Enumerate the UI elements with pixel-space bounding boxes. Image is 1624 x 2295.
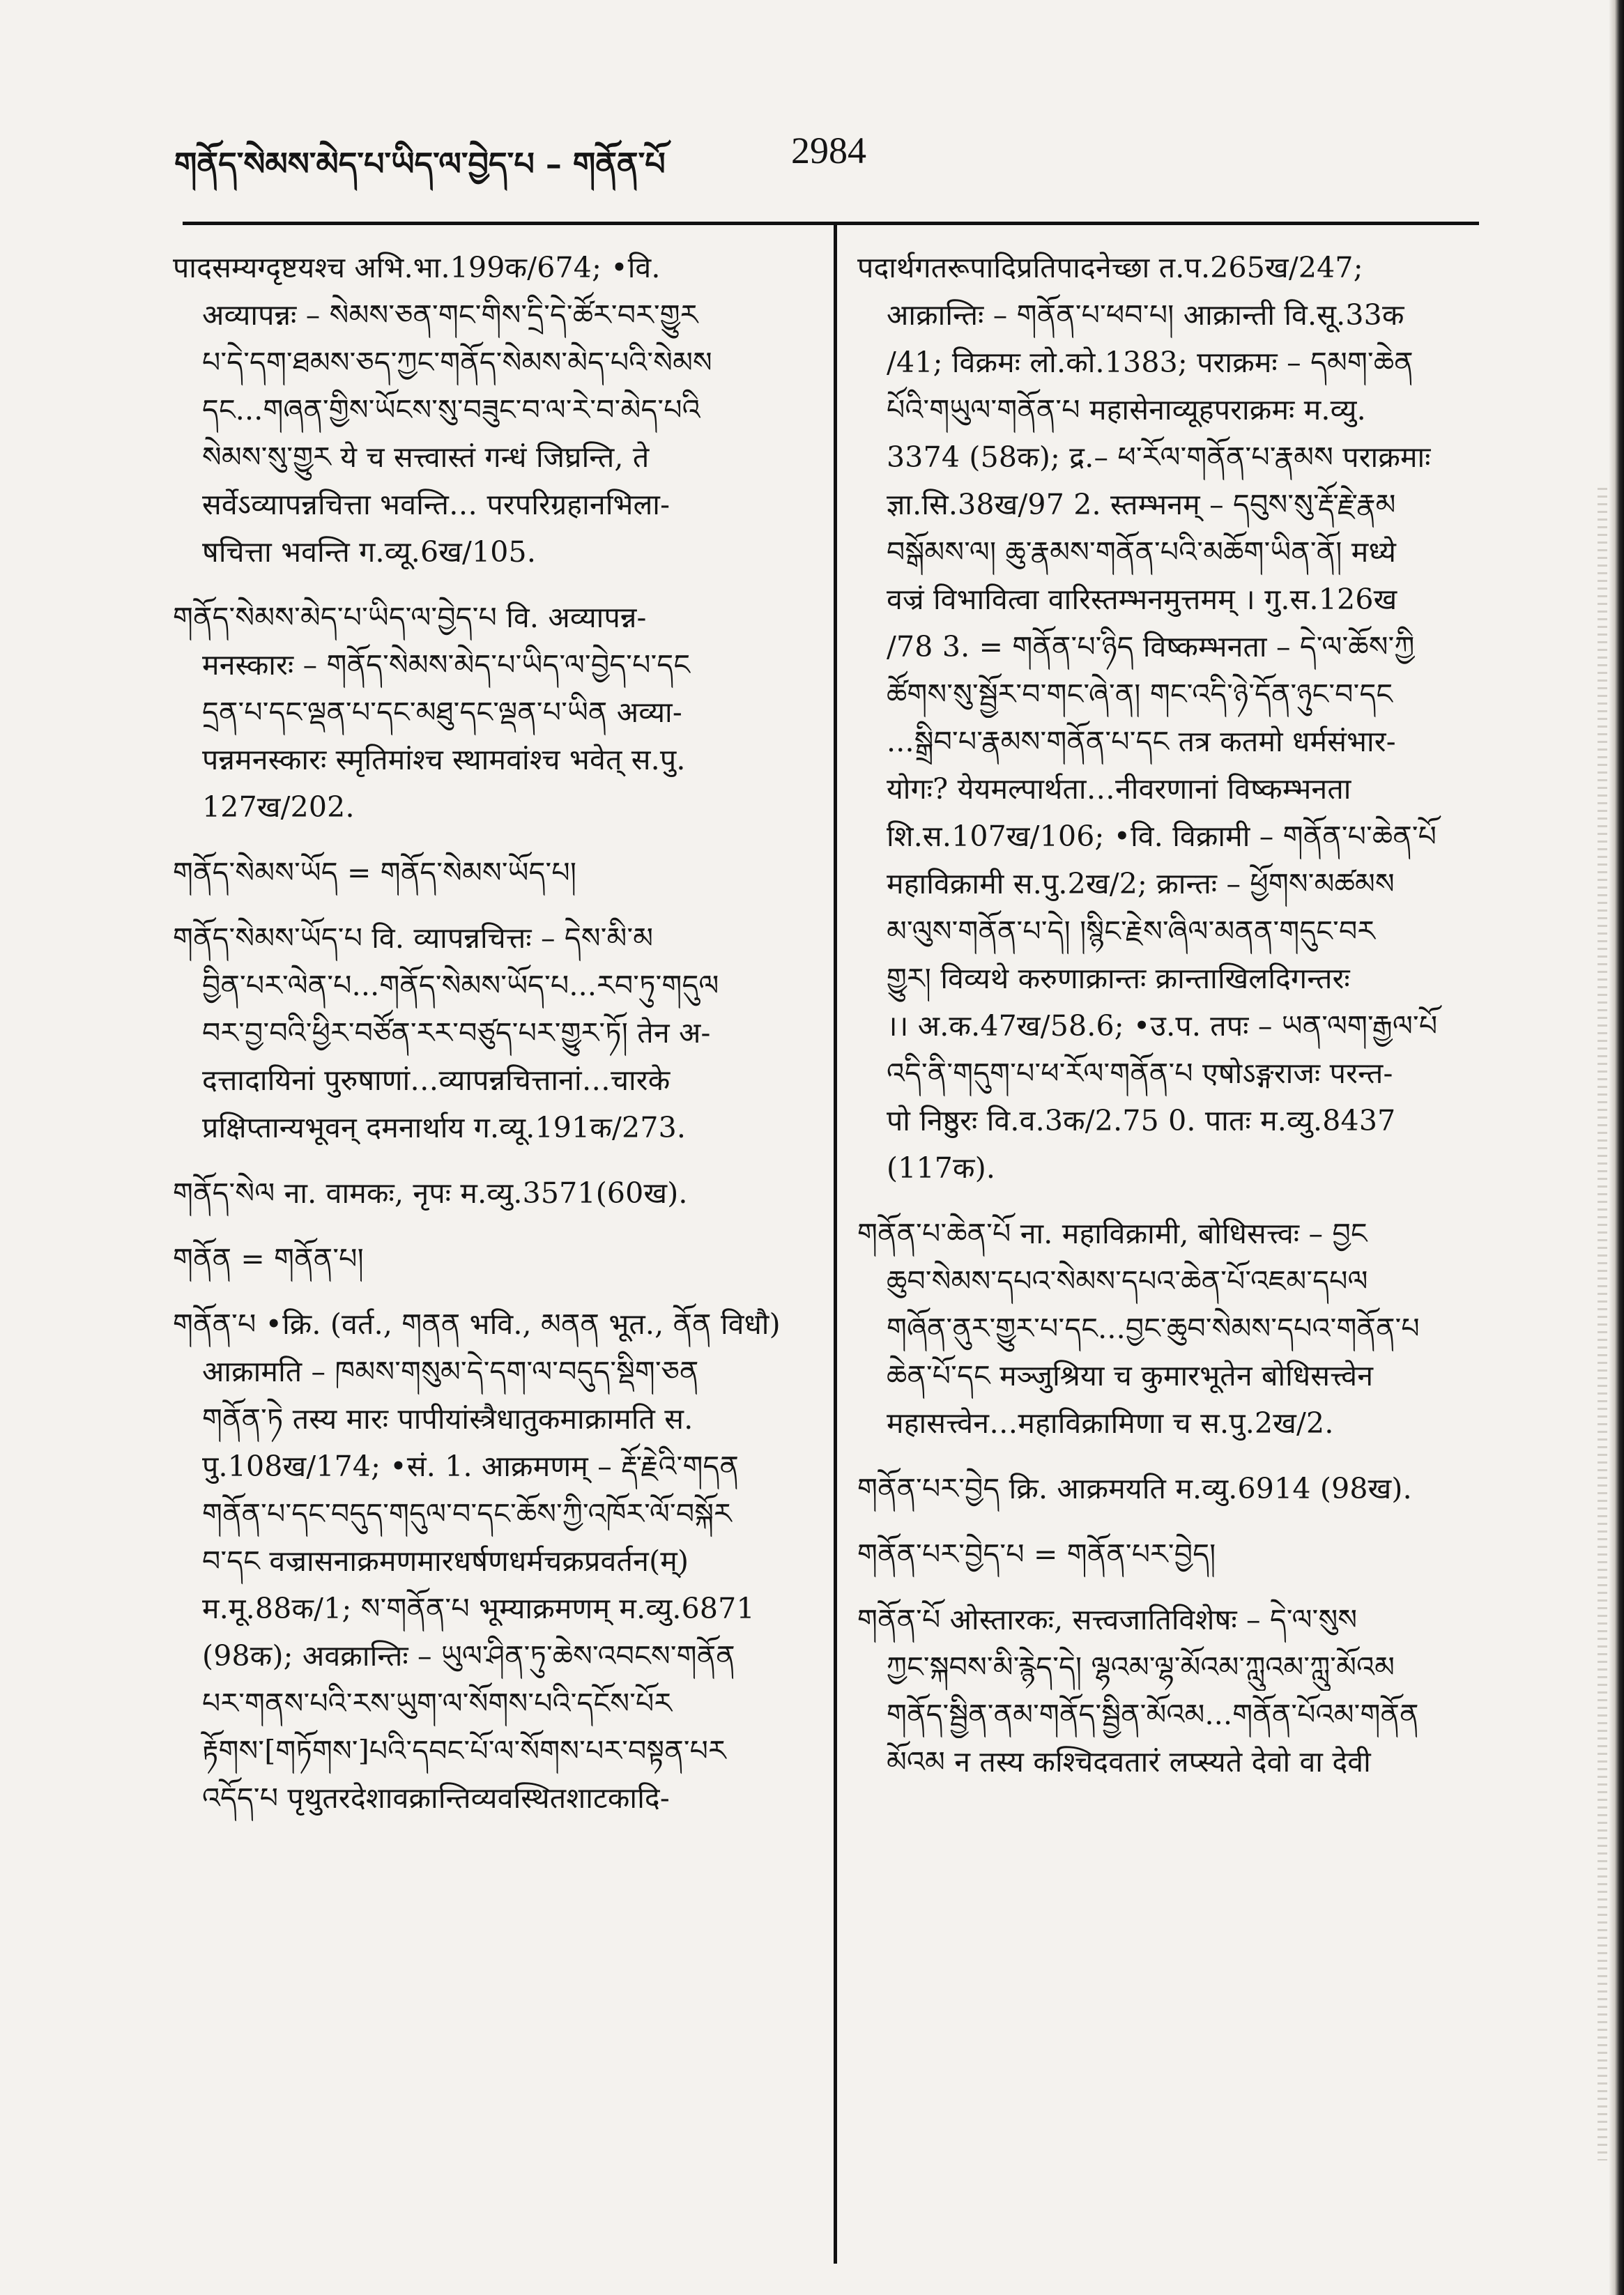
entry-text-line: महासत्त्वेन…महाविक्रामिणा च स.पु.2ख/2. xyxy=(887,1406,1334,1440)
entry-text-line: आक्रामति – ཁམས་གསུམ་དེ་དག་ལ་བདུད་སྡིག་ཅན xyxy=(202,1355,699,1388)
page-number: 2984 xyxy=(791,130,866,171)
dictionary-entry xyxy=(173,1300,804,1822)
column-divider xyxy=(834,222,837,2264)
dictionary-entry xyxy=(173,914,804,1151)
entry-text-line: /41; विक्रमः लो.को.1383; पराक्रमः – དམག་ཆེན xyxy=(887,346,1414,379)
entry-headword-line: पादसम्यग्दृष्टयश्च अभि.भा.199क/674; •वि. xyxy=(173,251,661,284)
entry-text-line: དང...གཞན་གྱིས་ཡོངས་སུ་བཟུང་བ་ལ་རེ་བ་མེད་པའི xyxy=(202,393,700,427)
right-column xyxy=(857,244,1488,1804)
entry-headword-line: གནོན = གནོན་པ། xyxy=(173,1242,364,1275)
entry-text-line: པོའི་གཡུལ་གནོན་པ महासेनाव्यूहपराक्रमः म.व्यु. xyxy=(887,393,1366,427)
entry-text-line: ...སྒྲིབ་པ་རྣམས་གནོན་པ་དང तत्र कतमो धर्मसंभार- xyxy=(887,725,1396,758)
entry-text-line: पु.108ख/174; •सं. 1. आक्रमणम् – རྡོ་རྗེའི་གདན xyxy=(202,1450,740,1483)
dictionary-entry xyxy=(173,849,804,896)
entry-headword-line: पदार्थगतरूपादिप्रतिपादनेच्छा त.प.265ख/247; xyxy=(857,251,1363,284)
entry-text-line: 3374 (58क); द्र.– ཕ་རོལ་གནོན་པ་རྣམས पराक्रमाः xyxy=(887,440,1431,474)
running-head: གནོད་སེམས་མེད་པ་ཡིད་ལ་བྱེད་པ – གནོན་པོ xyxy=(174,145,666,183)
entry-text-line: གནོན་ཏེ तस्य मारः पापीयांस्त्रैधातुकमाक्रामति स. xyxy=(202,1402,694,1436)
entry-text-line: मनस्कारः – གནོད་སེམས་མེད་པ་ཡིད་ལ་བྱེད་པ་དང xyxy=(202,648,691,682)
entry-text-line: ज्ञा.सि.38ख/97 2. स्तम्भनम् – དབུས་སུ་རྡོ་རྗེ་རྣམ xyxy=(887,488,1396,521)
entry-text-line: ཆུབ་སེམས་དཔའ་སེམས་དཔའ་ཆེན་པོ་འཇམ་དཔལ xyxy=(887,1264,1368,1298)
page-header xyxy=(174,122,1485,183)
dictionary-entry xyxy=(173,1235,804,1282)
dictionary-entry xyxy=(173,594,804,831)
entry-headword-line: གནོན་པ་ཆེན་པོ ना. महाविक्रामी, बोधिसत्त्वः – བྱང xyxy=(857,1217,1368,1250)
entry-text-line: ཀྱང་སྐབས་མི་རྙེད་དེ། ལྷའམ་ལྷ་མོའམ་ཀླུའམ་ཀླུ་མོའམ xyxy=(887,1650,1395,1684)
entry-text-line: དྲན་པ་དང་ལྡན་པ་དང་མཐུ་དང་ལྡན་པ་ཡིན अव्या- xyxy=(202,696,682,729)
entry-text-line: पन्नमनस्कारः स्मृतिमांश्च स्थामवांश्च भवेत् स.पु. xyxy=(202,743,686,776)
entry-text-line: རྟོགས་[གཏོགས་]པའི་དབང་པོ་ལ་སོགས་པར་བསྟན་པར xyxy=(202,1734,726,1767)
entry-headword-line: གནོད་སེལ ना. वामकः, नृपः म.व्यु.3571(60ख). xyxy=(173,1176,688,1210)
entry-headword-line: གནོན་པ •क्रि. (वर्त., གནན भवि., མནན भूत., ནོན विधौ) xyxy=(173,1307,781,1341)
entry-text-line: पो निष्ठुरः वि.व.3क/2.75 0. पातः म.व्यु.8437 xyxy=(887,1104,1396,1137)
entry-text-line: པ་དེ་དག་ཐམས་ཅད་ཀྱང་གནོད་སེམས་མེད་པའི་སེམས xyxy=(202,346,712,379)
entry-text-line: दत्तादायिनां पुरुषाणां…व्यापन्नचित्तानां…चारके xyxy=(202,1064,671,1097)
dictionary-entry xyxy=(857,1210,1488,1447)
entry-text-line: ཚོགས་སུ་སྦྱོར་བ་གང་ཞེ་ན། གང་འདི་ཉེ་དོན་ཉུང་བ་དང xyxy=(887,677,1393,711)
entry-text-line: षचित्ता भवन्ति ग.व्यू.6ख/105. xyxy=(202,535,537,569)
entry-text-line: གནོན་པ་དང་བདུད་གདུལ་བ་དང་ཆོས་ཀྱི་འཁོར་ལོ་བསྐོར xyxy=(202,1497,732,1530)
entry-text-line: अव्यापन्नः – སེམས་ཅན་གང་གིས་དྲི་དེ་ཚོར་བར་གྱུར xyxy=(202,298,698,332)
dictionary-entry xyxy=(857,1530,1488,1578)
entry-text-line: ཆེན་པོ་དང मञ्जुश्रिया च कुमारभूतेन बोधिसत्त्वेन xyxy=(887,1359,1374,1392)
entry-text-line: འདི་ནི་གདུག་པ་ཕ་རོལ་གནོན་པ एषोऽङ्गराजः परन्त- xyxy=(887,1057,1393,1090)
entry-text-line: ।। अ.क.47ख/58.6; •उ.प. तपः – ཡན་ལག་རྒྱལ་པོ xyxy=(887,1009,1438,1043)
entry-text-line: योगः? येयमल्पार्थता…नीवरणानां विष्कम्भनता xyxy=(887,772,1351,806)
entry-text-line: सर्वेऽव्यापन्नचित्ता भवन्ति… परपरिग्रहानभिला- xyxy=(202,488,671,521)
entry-headword-line: གནོན་པར་བྱེད་པ = གནོན་པར་བྱེད། xyxy=(857,1537,1216,1571)
entry-text-line: གནོད་སྦྱིན་ནམ་གནོད་སྦྱིན་མོའམ...གནོན་པོའམ་གནོན xyxy=(887,1698,1419,1731)
entry-text-line: བསྒོམས་ལ། ཆུ་རྣམས་གནོན་པའི་མཆོག་ཡིན་ནོ། मध्ये xyxy=(887,535,1397,569)
header-rule xyxy=(183,222,1479,225)
dictionary-entry xyxy=(173,244,804,576)
dictionary-entry xyxy=(857,1465,1488,1512)
entry-text-line: བར་བྱ་བའི་ཕྱིར་བཙོན་རར་བཙུད་པར་གྱུར་ཏོ། तेन अ- xyxy=(202,1016,711,1050)
entry-text-line: /78 3. = གནོན་པ་ཉིད विष्कम्भनता – དེ་ལ་ཆོས་ཀྱི xyxy=(887,630,1415,663)
entry-text-line: (117क). xyxy=(887,1151,996,1185)
entry-text-line: आक्रान्तिः – གནོན་པ་ཕབ་པ། आक्रान्ती वि.सू.33क xyxy=(887,298,1404,332)
entry-text-line: བ་དང वज्रासनाक्रमणमारधर्षणधर्मचक्रप्रवर्तन(म्) xyxy=(202,1544,689,1578)
entry-text-line: གྱུར། विव्यथे करुणाक्रान्तः क्रान्ताखिलदिगन्तरः xyxy=(887,962,1350,995)
entry-headword-line: གནོན་པོ ओस्तारकः, सत्त्वजातिविशेषः – དེ་ལ་སུས xyxy=(857,1603,1358,1636)
scan-edge-shadow xyxy=(1609,0,1624,2295)
entry-text-line: བྱིན་པར་ལེན་པ...གནོད་སེམས་ཡོད་པ...རབ་ཏུ་གདུལ xyxy=(202,969,719,1002)
entry-text-line: म.मू.88क/1; ས་གནོན་པ भूम्याक्रमणम् म.व्यु.6871 xyxy=(202,1592,755,1625)
entry-text-line: སེམས་སུ་གྱུར ये च सत्त्वास्तं गन्धं जिघ्रन्ति, ते xyxy=(202,440,650,474)
entry-text-line: འདོད་པ पृथुतरदेशावक्रान्तिव्यवस्थितशाटकादि- xyxy=(202,1781,670,1815)
entry-headword-line: གནོད་སེམས་ཡོད = གནོད་སེམས་ཡོད་པ། xyxy=(173,856,577,889)
entry-headword-line: གནོན་པར་བྱེད क्रि. आक्रमयति म.व्यु.6914 (98ख). xyxy=(857,1472,1412,1505)
entry-text-line: མོའམ न तस्य कश्चिदवतारं लप्स्यते देवो वा देवी xyxy=(887,1745,1371,1779)
entry-text-line: མ་ལུས་གནོན་པ་དེ། །སྙིང་རྗེས་ཞིལ་མནན་གདུང་བར xyxy=(887,914,1376,948)
entry-text-line: པར་གནས་པའི་རས་ཡུག་ལ་སོགས་པའི་དངོས་པོར xyxy=(202,1687,673,1720)
dictionary-entry xyxy=(857,244,1488,1192)
entry-text-line: वज्रं विभावित्वा वारिस्तम्भनमुत्तमम् । गु.स.126ख xyxy=(887,583,1397,616)
entry-text-line: གཞོན་ནུར་གྱུར་པ་དང...བྱང་ཆུབ་སེམས་དཔའ་གནོན་པ xyxy=(887,1312,1420,1345)
entry-text-line: (98क); अवक्रान्तिः – ཡུལ་ཤིན་ཏུ་ཆེས་འབངས་གནོན xyxy=(202,1639,735,1673)
dictionary-entry xyxy=(857,1596,1488,1786)
entry-headword-line: གནོད་སེམས་མེད་པ་ཡིད་ལ་བྱེད་པ वि. अव्यापन्न- xyxy=(173,601,647,634)
entry-text-line: शि.स.107ख/106; •वि. विक्रामी – གནོན་པ་ཆེན་པོ xyxy=(887,820,1437,853)
entry-headword-line: གནོད་སེམས་ཡོད་པ वि. व्यापन्नचित्तः – དེས་མི་མ xyxy=(173,921,654,955)
entry-text-line: प्रक्षिप्तान्यभूवन् दमनार्थाय ग.व्यू.191क/273. xyxy=(202,1111,687,1144)
left-column xyxy=(173,244,804,1840)
entry-text-line: 127ख/202. xyxy=(202,790,355,824)
entry-text-line: महाविक्रामी स.पु.2ख/2; क्रान्तः – ཕྱོགས་མཚམས xyxy=(887,867,1395,900)
scan-edge-speckle xyxy=(1598,488,1607,2160)
dictionary-entry xyxy=(173,1169,804,1217)
